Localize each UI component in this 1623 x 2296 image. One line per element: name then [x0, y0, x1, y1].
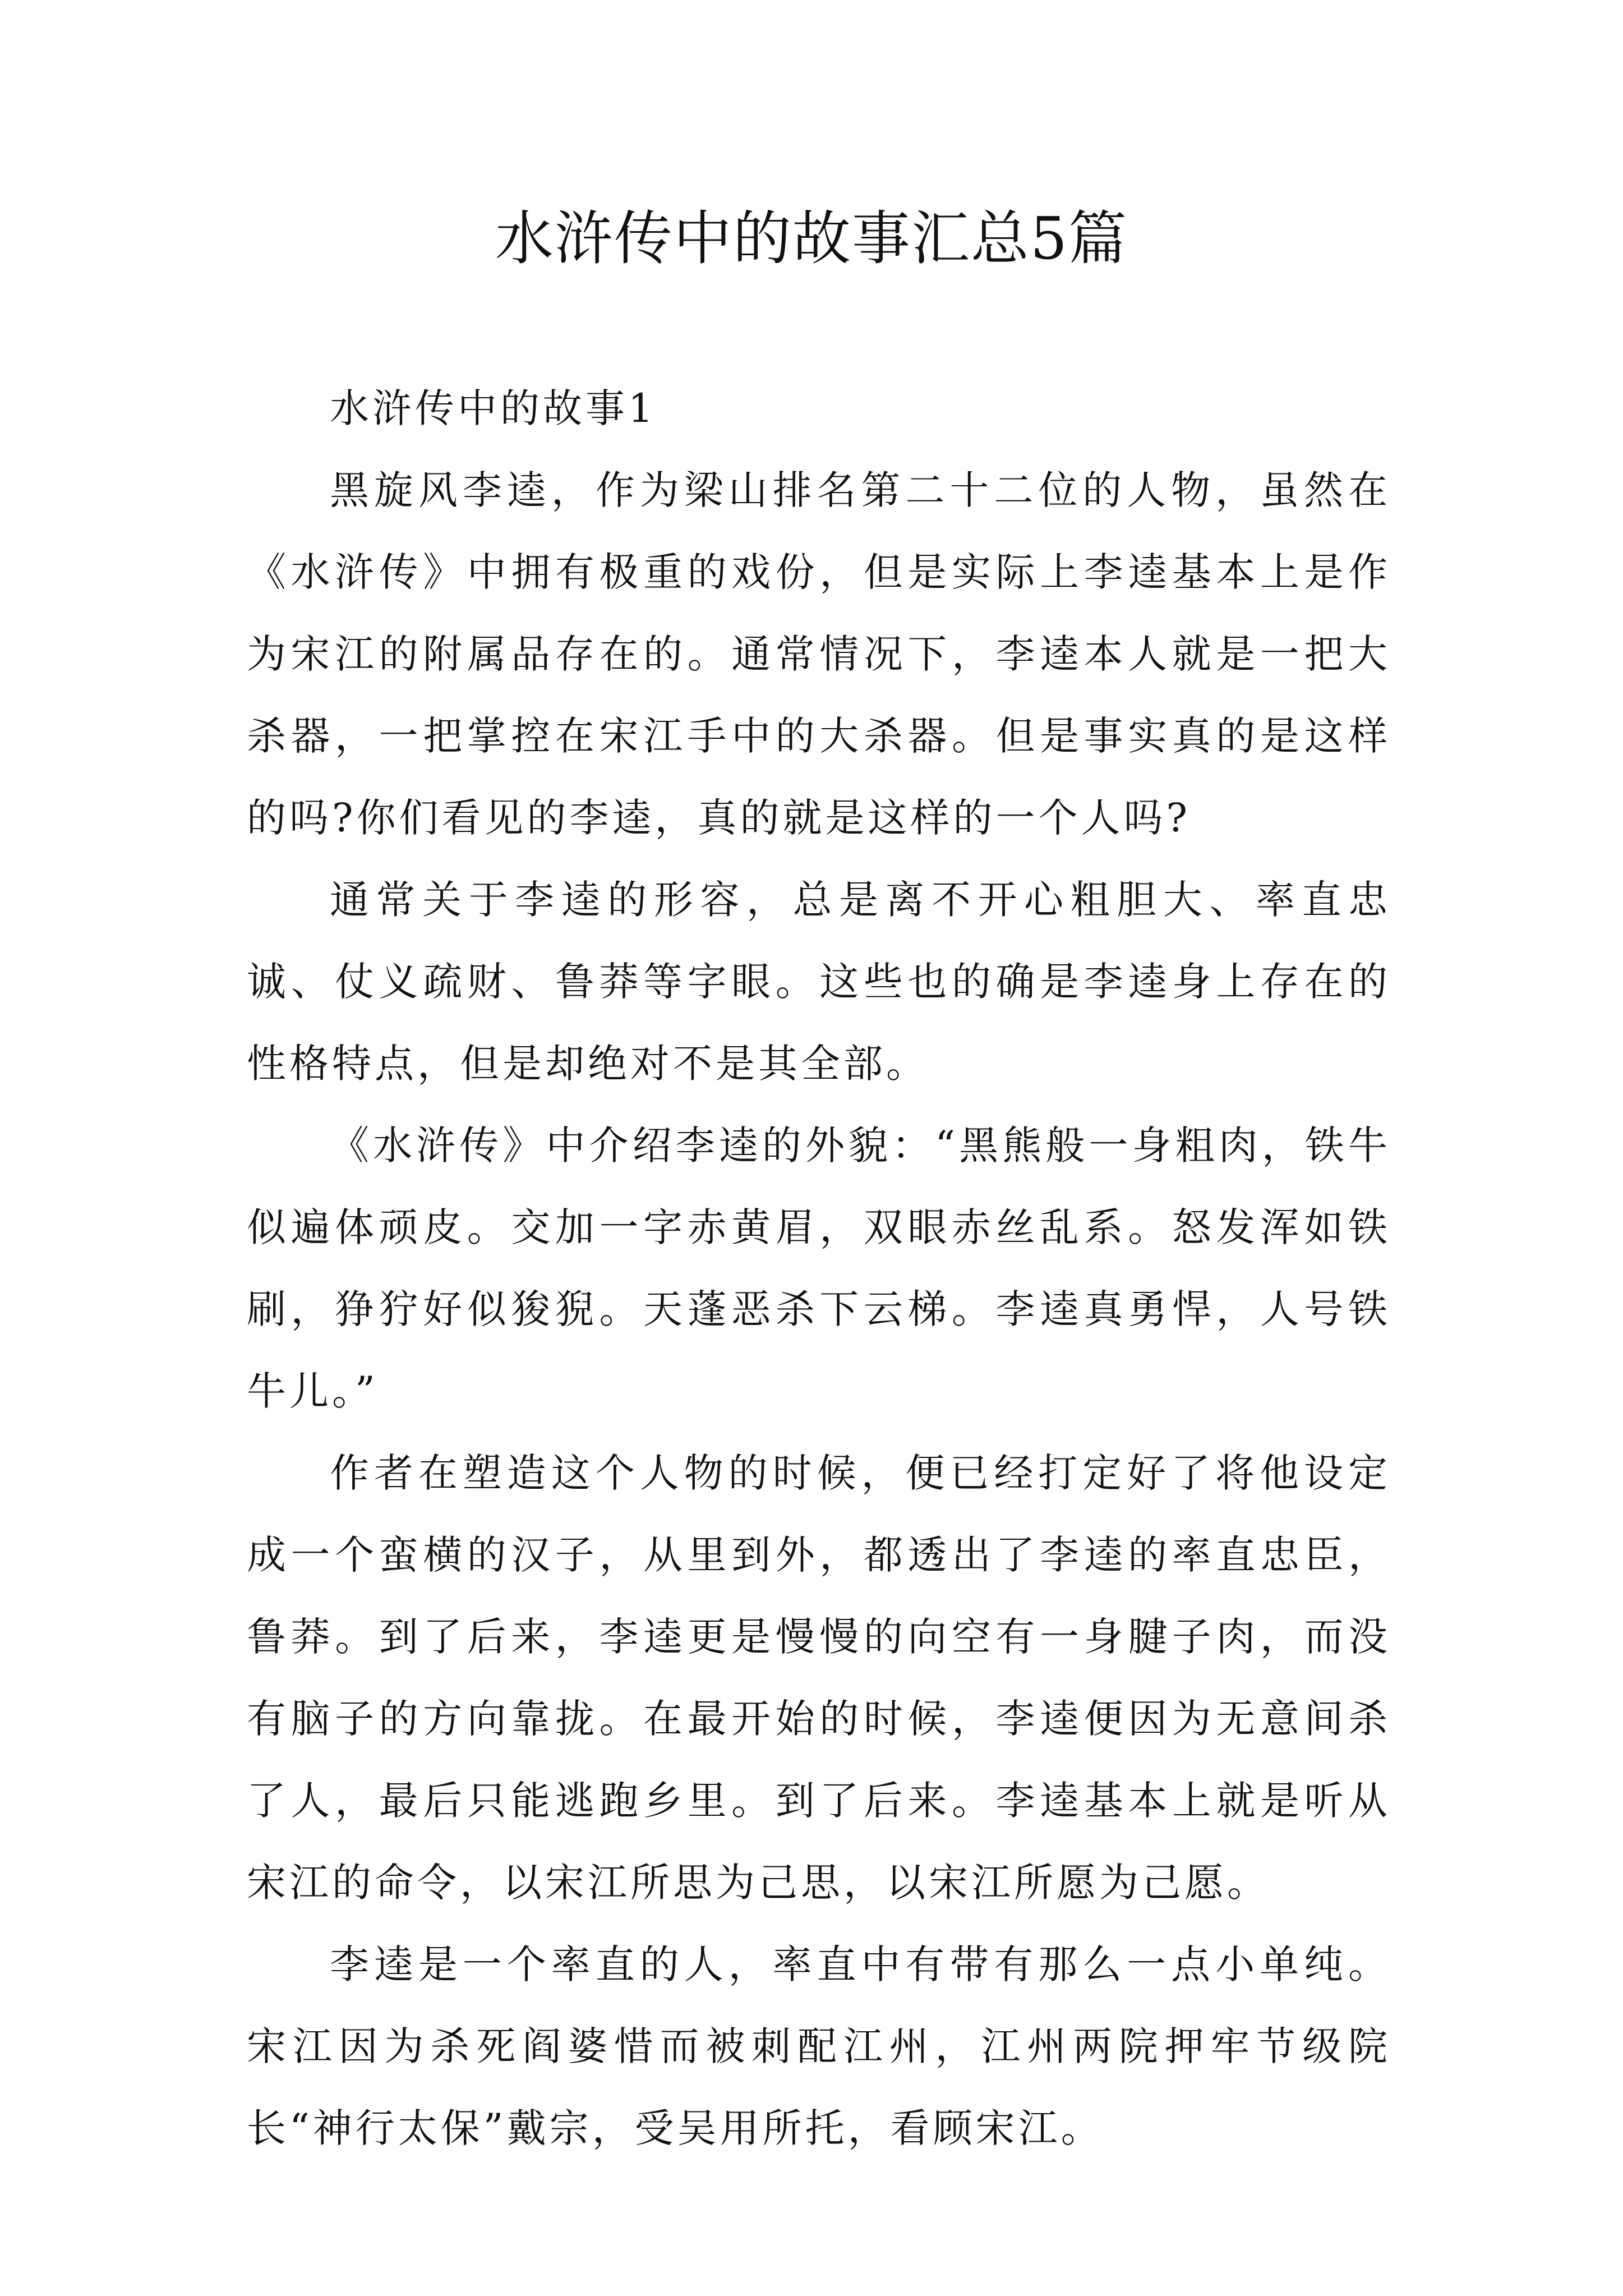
section-heading: 水浒传中的故事1 — [330, 385, 657, 431]
paragraph: 黑旋风李逵，作为梁山排名第二十二位的人物，虽然在《水浒传》中拥有极重的戏份，但是实际上李逵基本上是作为宋江的附属品存在的。通常情况下，李逵本人就是一把大杀器，一把掌控在宋江手中的大杀器。但是事实真的是这样的吗?你们看见的李逵，真的就是这样的一个人吗? — [247, 467, 1391, 841]
paragraph: 通常关于李逵的形容，总是离不开心粗胆大、率直忠诚、仗义疏财、鲁莽等字眼。这些也的确是李逵身上存在的性格特点，但是却绝对不是其全部。 — [247, 877, 1391, 1087]
paragraph: 《水浒传》中介绍李逵的外貌：“黑熊般一身粗肉，铁牛似遍体顽皮。交加一字赤黄眉，双眼赤丝乱系。怒发浑如铁刷，狰狞好似狻猊。天蓬恶杀下云梯。李逵真勇悍，人号铁牛儿。” — [247, 1122, 1391, 1414]
document-body — [247, 367, 1391, 2169]
paragraph: 作者在塑造这个人物的时候，便已经打定好了将他设定成一个蛮横的汉子，从里到外，都透出了李逵的率直忠臣，鲁莽。到了后来，李逵更是慢慢的向空有一身腱子肉，而没有脑子的方向靠拢。在最开始的时候，李逵便因为无意间杀了人，最后只能逃跑乡里。到了后来。李逵基本上就是听从宋江的命令，以宋江所思为己思，以宋江所愿为己愿。 — [247, 1450, 1391, 1906]
document-title: 水浒传中的故事汇总5篇 — [495, 204, 1128, 273]
paragraph: 李逵是一个率直的人，率直中有带有那么一点小单纯。宋江因为杀死阎婆惜而被刺配江州，江州两院押牢节级院长“神行太保”戴宗，受吴用所托，看顾宋江。 — [247, 1941, 1391, 2151]
